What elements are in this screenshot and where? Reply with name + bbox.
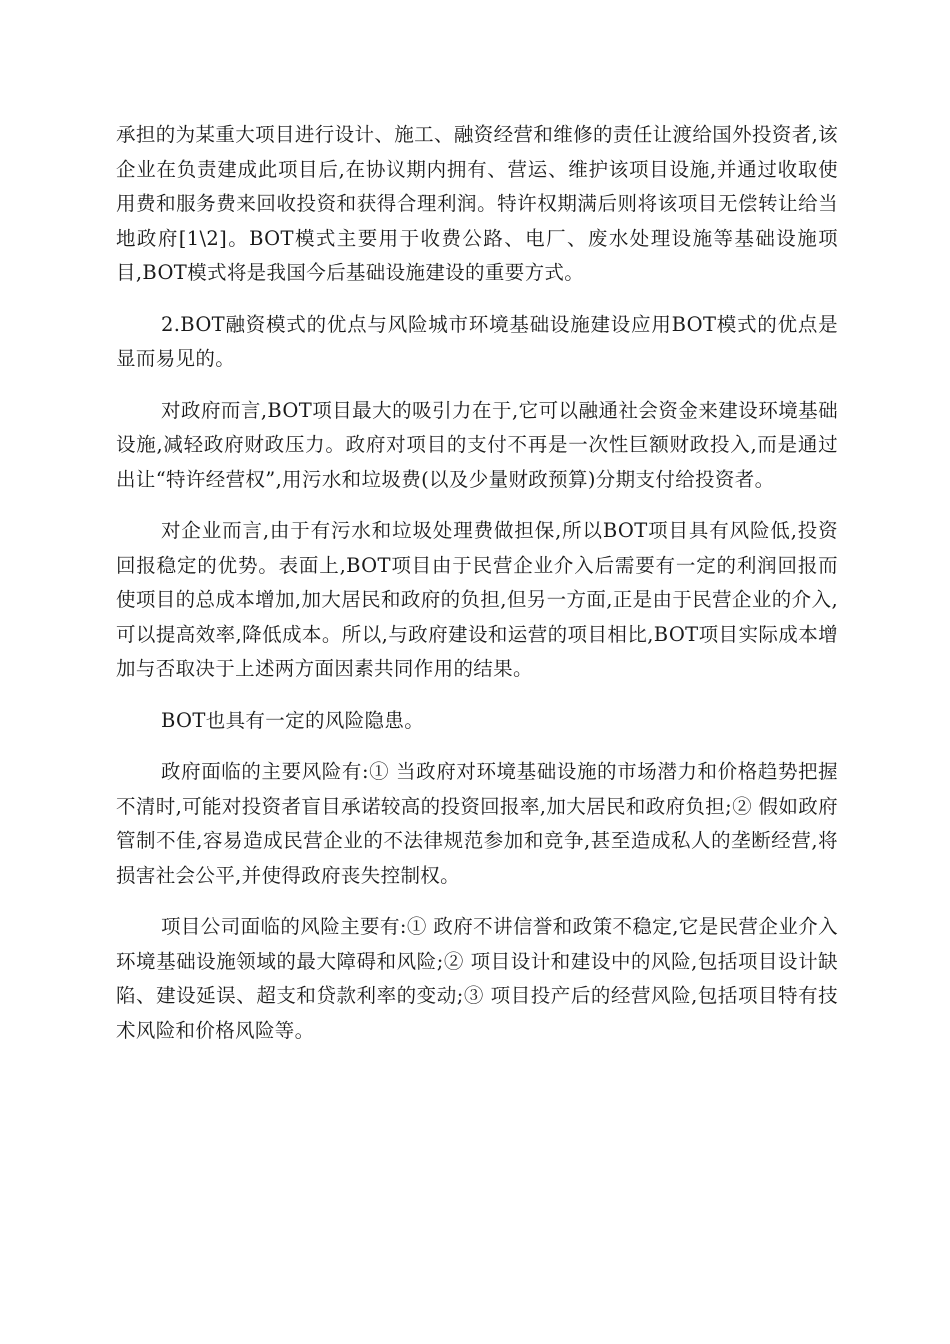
document-body	[116, 118, 838, 1065]
paragraph-bot-risks-intro: BOT也具有一定的风险隐患。	[161, 708, 425, 732]
paragraph-government-perspective: 对政府而言,BOT项目最大的吸引力在于,它可以融通社会资金来建设环境基础设施,减轻政府财政压力。政府对项目的支付不再是一次性巨额财政投入,而是通过出让“特许经营权”,用污水和垃圾费(以及少量财政预算)分期支付给投资者。	[116, 398, 838, 491]
paragraph-bot-definition: 承担的为某重大项目进行设计、施工、融资经营和维修的责任让渡给国外投资者,该企业在负责建成此项目后,在协议期内拥有、营运、维护该项目设施,并通过收取使用费和服务费来回收投资和获得合理利润。特许权期满后则将该项目无偿转让给当地政府[1\2]。BOT模式主要用于收费公路、电厂、废水处理设施等基础设施项目,BOT模式将是我国今后基础设施建设的重要方式。	[116, 123, 838, 284]
paragraph-government-risks: 政府面临的主要风险有:① 当政府对环境基础设施的市场潜力和价格趋势把握不清时,可能对投资者盲目承诺较高的投资回报率,加大居民和政府负担;② 假如政府管制不佳,容易造成民营企业的不法律规范参加和竞争,甚至造成私人的垄断经营,将损害社会公平,并使得政府丧失控制权。	[116, 760, 838, 887]
paragraph-section-heading-advantages-risks: 2.BOT融资模式的优点与风险城市环境基础设施建设应用BOT模式的优点是显而易见的。	[116, 312, 838, 370]
paragraph-enterprise-perspective: 对企业而言,由于有污水和垃圾处理费做担保,所以BOT项目具有风险低,投资回报稳定的优势。表面上,BOT项目由于民营企业介入后需要有一定的利润回报而使项目的总成本增加,加大居民和政府的负担,但另一方面,正是由于民营企业的介入,可以提高效率,降低成本。所以,与政府建设和运营的项目相比,BOT项目实际成本增加与否取决于上述两方面因素共同作用的结果。	[116, 519, 838, 680]
paragraph-project-company-risks: 项目公司面临的风险主要有:① 政府不讲信誉和政策不稳定,它是民营企业介入环境基础设施领域的最大障碍和风险;② 项目设计和建设中的风险,包括项目设计缺陷、建设延误、超支和贷款利率的变动;③ 项目投产后的经营风险,包括项目特有技术风险和价格风险等。	[116, 915, 838, 1042]
